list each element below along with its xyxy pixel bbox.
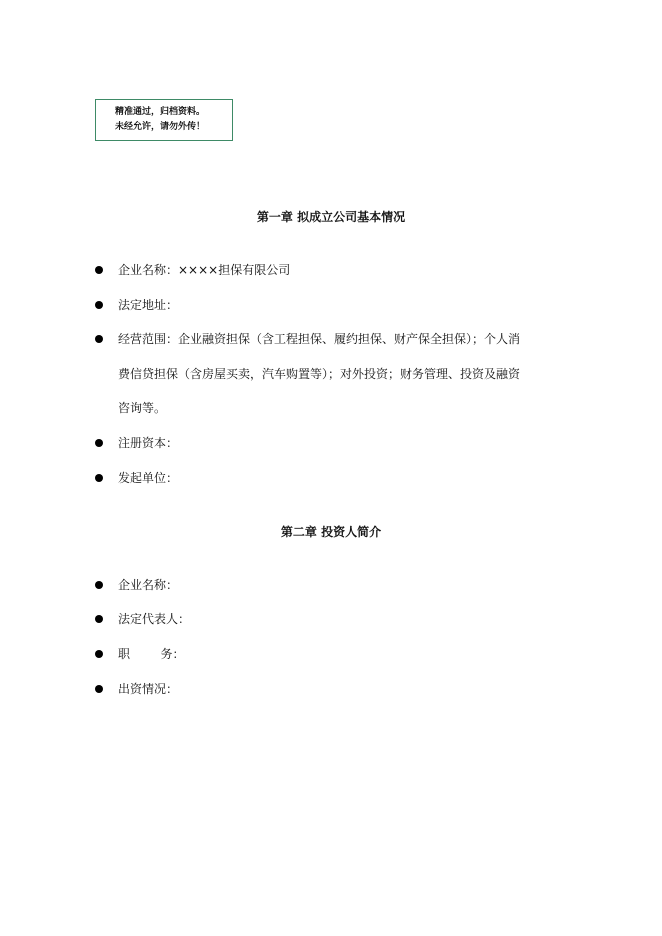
chapter-2-title: 第二章 投资人简介	[280, 525, 382, 539]
bullet-icon	[95, 581, 103, 589]
legal-address-item: 法定地址：	[118, 298, 179, 312]
capital-contribution-item: 出资情况：	[118, 682, 179, 696]
sponsor-unit-item: 发起单位：	[118, 471, 179, 485]
bullet-icon	[95, 266, 103, 274]
bullet-icon	[95, 335, 103, 343]
business-scope-continuation-1: 费信贷担保（含房屋买卖，汽车购置等）；对外投资；财务管理、投资及融资	[118, 367, 521, 381]
notice-box	[95, 99, 233, 141]
company-name-item: 企业名称：××××担保有限公司	[118, 263, 291, 277]
registered-capital-item: 注册资本：	[118, 436, 179, 450]
bullet-icon	[95, 301, 103, 309]
investor-company-name-item: 企业名称：	[118, 578, 179, 592]
bullet-icon	[95, 439, 103, 447]
notice-line-2: 未经允许，请勿外传！	[115, 122, 206, 132]
business-scope-continuation-2: 咨询等。	[118, 401, 167, 415]
bullet-icon	[95, 650, 103, 658]
notice-line-1: 精准通过，归档资料。	[115, 107, 206, 117]
bullet-icon	[95, 615, 103, 623]
bullet-icon	[95, 685, 103, 693]
position-item: 职 务：	[118, 647, 185, 661]
legal-representative-item: 法定代表人：	[118, 612, 191, 626]
bullet-icon	[95, 474, 103, 482]
chapter-1-title: 第一章 拟成立公司基本情况	[256, 210, 406, 224]
business-scope-item: 经营范围：企业融资担保（含工程担保、履约担保、财产保全担保）；个人消	[118, 332, 521, 346]
